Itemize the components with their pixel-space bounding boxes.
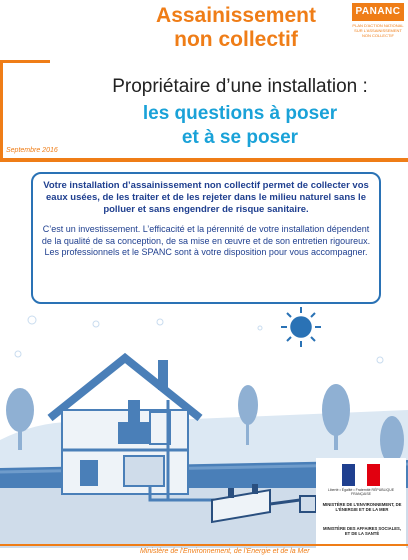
separator-bar bbox=[0, 158, 408, 162]
publication-date: Septembre 2016 bbox=[6, 147, 58, 154]
title-line1: Assainissement bbox=[156, 4, 316, 27]
frame-left-line bbox=[0, 60, 3, 162]
sun-icon bbox=[281, 307, 321, 347]
brochure-title bbox=[126, 4, 346, 52]
pananc-logo bbox=[352, 3, 404, 49]
info-box bbox=[31, 172, 381, 304]
ministry-2: MINISTÈRE DES AFFAIRES SOCIALES, ET DE LA SANTÉ bbox=[322, 526, 402, 536]
ministry-1: MINISTÈRE DE L’ENVIRONNEMENT, DE L’ÉNERGIE ET DE LA MER bbox=[322, 502, 402, 512]
headline-line3: et à se poser bbox=[181, 127, 299, 148]
republic-label: Liberté • Égalité • Fraternité RÉPUBLIQUE FRANÇAISE bbox=[327, 488, 395, 496]
headline-questions bbox=[90, 102, 390, 150]
headline-line2: les questions à poser bbox=[142, 103, 338, 124]
frame-top-line bbox=[2, 60, 50, 63]
info-intro: Votre installation d’assainissement non collectif permet de collecter vos eaux usées, de les traiter et de les rejeter dans le milieu naturel sans le polluer et sans engendrer de risque sanitaire. bbox=[43, 180, 369, 215]
logo-subtext: PLAN D'ACTION NATIONAL SUR L'ASSAINISSEMENT NON COLLECTIF bbox=[352, 23, 404, 38]
french-flag-icon bbox=[342, 464, 380, 486]
logo-text: PANANC bbox=[352, 3, 404, 21]
info-body-p1: C’est un investissement. L’efficacité et la pérennité de votre installation dépendent de la qualité de sa conception, de sa mise en œuvre et de son entretien rigoureux. bbox=[41, 224, 371, 246]
footer bbox=[0, 548, 408, 560]
title-line2: non collectif bbox=[174, 28, 298, 51]
decor-circle bbox=[28, 316, 36, 324]
footer-text: Ministère de l'Environnement, de l'Energie et de la Mer bbox=[140, 548, 310, 555]
info-body-p2: Les professionnels et le SPANC sont à votre disposition pour vous accompagner. bbox=[44, 247, 368, 257]
headline-line1: Propriétaire d’une installation : bbox=[112, 76, 368, 97]
footer-line bbox=[0, 544, 408, 546]
ministry-block bbox=[316, 458, 406, 548]
